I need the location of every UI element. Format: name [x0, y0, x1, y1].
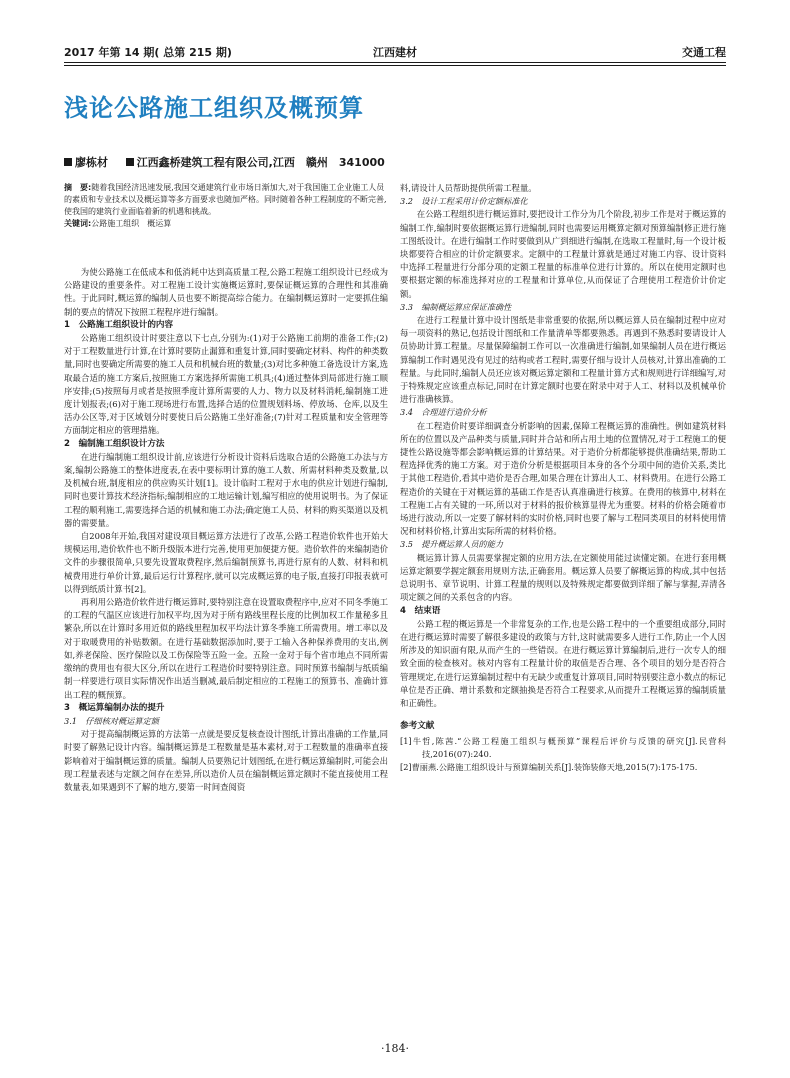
- issue-info: 2017 年第 14 期( 总第 215 期): [64, 46, 232, 59]
- body-paragraph: 对于提高编制概运算的方法第一点就是要反复核查设计图纸,计算出准确的工作量,同时要了解熟记设计内容。编制概运算是工程数量是基本素材,对于工程数量的准确率直接影响着对于编制概运算的质量。编制人员要熟记计划图纸,在进行概运算编制时,可能会出现工程量表述与定额之间存在差异,所以造价人员在编制概运算定额时不能直接使用工程数量表,如果遇到不了解的地方,要第一时间查阅资: [64, 729, 388, 792]
- abstract-block: [64, 182, 388, 230]
- reference-item: [2]曹丽燕.公路施工组织设计与预算编制关系[J].装饰装修天地,2015(7):175-175.: [400, 762, 698, 773]
- subsection-heading-3-3: 3.3 编制概运算应保证准确性: [400, 301, 512, 312]
- author-name: 廖栋材: [75, 156, 108, 169]
- section-heading-3: 3 概运算编制办法的提升: [64, 702, 165, 713]
- body-paragraph: 公路施工组织设计时要注意以下七点,分别为:(1)对于公路施工前期的准备工作;(2)对于工程数量进行计算,在计算时要防止漏算和重复计算,同时要确定材料、构件的种类数量,同时也要确定所需要的施工人员和机械台班的数量;(3)对比多种施工备选设计方案,选取最合适的施工方案后,按照施工方案选择所需施工机具;(4)通过整体到局部进行施工顺序安排;(5)按照每月或者是按照季度计算所需要的人力、物力以及材料消耗,编制施工进度计划报表;(6)对于施工现场进行布置,选择合适的位置规划料场、停放场、仓库,以及生活办公区等,对于区域划分时要使日后公路施工坐好准备;(7)针对工程质量和安全管理等方面制定相应的管理措施。: [64, 333, 388, 436]
- reference-item: [1]牛哲,陈茜.“公路工程施工组织与概预算”课程后评价与反馈的研究[J].民营科技,2016(07):240.: [400, 736, 726, 760]
- body-paragraph: 概运算计算人员需要掌握定额的应用方法,在定额使用能过读懂定额。在进行套用概运算定额要学握定额套用规则方法,正确套用。概运算人员要了解概运算的构成,其中包括总说明书、章节说明、计算工程量的规则以及特殊规定都要做到详细了解与掌握,弄清各项定额之间的关系包含的内容。: [400, 552, 726, 603]
- bullet-square-icon: [126, 158, 134, 166]
- right-column: [400, 182, 726, 774]
- subsection-heading-3-2: 3.2 设计工程采用计价定额标准化: [400, 196, 528, 207]
- header-rule-top: [64, 62, 726, 63]
- keywords-text: 公路施工组织 概运算: [91, 219, 172, 228]
- abstract-text: 随着我国经济迅速发展,我国交通建筑行业市场日渐加大,对于我国施工企业施工人员的素质和专业技术以及概运算等多方面要求也随加严格。同时随着各种工程制度的不断完善,使我国的建筑行业面临着新的机遇和挑战。: [64, 183, 387, 216]
- references-heading: 参考文献: [400, 721, 435, 732]
- author-affiliation: 江西鑫桥建筑工程有限公司,江西 赣州 341000: [136, 156, 385, 169]
- body-paragraph: 再利用公路造价软件进行概运算时,要特别注意在设置取费程序中,应对不同冬季施工的工程的气温区应该进行加权平均,因为对于所有路线里程长度的比例加权工作量秘多且繁杂,所以在计算时多用近似的路线里程加权平均法计算冬季施工所需费用。增工率以及对于取暖费用的补贴数额。在进行基础数据添加时,要于工输入各种保养费用的支出,例如,养老保险、医疗保险以及工伤保险等五险一金。五险一金对于每个省市地点不同所需缴纳的费用也有很大区分,所以在进行工程造价时要特别注意。同时预算书编制与纸质编制一样要进行项目实际情况作出适当删减,最后制定相应的工程施工的预算书、准确计算出工程的概预算。: [64, 597, 388, 700]
- keywords-label: 关键词:: [64, 219, 92, 228]
- body-paragraph: 在进行工程量计算中设计图纸是非常重要的依据,所以概运算人员在编制过程中应对每一项资料的熟记,包括设计图纸和工作量清单等都要熟悉。再遇到不熟悉时要请设计人员协助计算工程量。尽量保障编制工作可以一次准确进行编制,如果编制人员在进行概运算编制工作时遇见没有见过的结构或者工程时,需要仔细与设计人员核对,计算出准确的工程量。与此同时,编制人员还应该对概运算定额和工程量计算方式和规则进行详细编写,对于特殊规定应该重点标记,同时在计算定额时也要在附录中对于人工、材料以及机械单价进行准确核算。: [400, 315, 726, 405]
- journal-name: 江西建材: [373, 46, 417, 59]
- subsection-heading-3-5: 3.5 提升概运算人员的能力: [400, 539, 504, 550]
- subsection-heading-3-1: 3.1 仔细核对概运算定额: [64, 715, 159, 726]
- article-title: 浅论公路施工组织及概预算: [64, 94, 364, 122]
- bullet-square-icon: [64, 158, 72, 166]
- abstract: [64, 182, 388, 218]
- subsection-heading-3-4: 3.4 合理进行造价分析: [400, 407, 487, 418]
- running-header: [64, 44, 726, 62]
- body-paragraph: 公路工程的概运算是一个非常复杂的工作,也是公路工程中的一个重要组成部分,同时在进行概运算时需要了解很多建设的政策与方针,这时就需要多人进行工作,防止一个人因所涉及的知识面有限,从而产生的一些错误。在进行概运算计算编制后,进行一次专人的细致全面的检查核对。核对内容有工程量计价的取值是否合理、各个项目的划分是否符合管理规定,在进行运算编制过程中有无缺少或重复计算项目,同时特别要注意小数点的标记单位是否正确、增计系数和定额抽换是否符合工程要求,从而提升工程概运算的编制质量和正确性。: [400, 618, 726, 708]
- body-paragraph: 在公路工程组织进行概运算时,要把设计工作分为几个阶段,初步工作是对于概运算的编制工作,编制时要依据概运算行进编制,同时也需要运用概算定额对预算编制修正进行施工图纸设计。在进行编制工作时要做到从广到细进行编制,在选取工程量时,每一个设计板块都要符合相应的计价定额要求。定额中的工程量计算就是通过对施工内容、设计资料中选择工程量进行分部分项的定额工程量的标准单位进行计算的。所以在使用定额时也要根据定额的标准选择对应的工程量和计算单位,从而保证了合理使用工程造价计价定额。: [400, 209, 726, 299]
- header-rule-bottom: [64, 65, 726, 66]
- body-paragraph: 自2008年开始,我国对建设项目概运算方法进行了改革,公路工程造价软件也开始大规模运用,造价软件也不断升级版本进行完善,使用更加便捷方便。造价软件的来编制造价文件的步骤很简单,只要先设置取费程序,然后编制预算书,再进行原有的人数、材料和机械费用进行单价计算,最后运行计算程序,就可以完成概运算的电子版,直接打印报表就可以得到纸质计算书[2]。: [64, 531, 388, 594]
- section-name: 交通工程: [682, 46, 726, 59]
- intro-paragraph: 为使公路施工在低成本和低消耗中达到高质量工程,公路工程施工组织设计已经成为公路建设的重要条件。对工程施工设计实施概运算时,要保证概运算的合理性和其准确性。于此同时,概运算的编制人员也要不断提高综合能力。在编制概运算时一定要抓住编制的要点的情况下按照工程程序进行编制。: [64, 267, 388, 317]
- body-paragraph-continued: 料,请设计人员帮助提供所需工程量。: [400, 183, 537, 193]
- author-line: [64, 154, 385, 170]
- body-paragraph: 在工程造价时要详细调查分析影响的因素,保障工程概运算的准确性。例如建筑材料所在的位置以及产品种类与质量,同时并合站和所占用土地的位置情况,对于工程施工的便捷性公路设施等都会影响概运算的计算结果。对于造价分析都能够提供准确结果,帮助工程选择优秀的施工方案。对于造价分析是根据项目本身的各个分项中间的造价关系,类比于其他工程造价,看其中造价是否合理,如果合理在计算出人工、材料费用。在进行公路工程造价的关键在于对概运算的基础工作是否认真准确进行核算。在费用的核算中,材料在工程施工占有关键的一环,所以对于材料的报价核算显得尤为重要。材料的价格会随着市场进行波动,所以一定要了解材料的实时价格,同时也要了解与工程同类项目的材料使用情况和材料价格,计算出实际所需的材料价格。: [400, 420, 726, 537]
- abstract-label: 摘 要:: [64, 183, 92, 192]
- section-heading-1: 1 公路施工组织设计的内容: [64, 319, 174, 330]
- page-number: ·184·: [381, 1042, 409, 1055]
- section-heading-2: 2 编制施工组织设计方法: [64, 438, 165, 449]
- body-paragraph: 在进行编制施工组织设计前,应该进行分析设计资料后选取合适的公路施工办法与方案,编制公路施工的整体进度表,在表中要标明计算的施工人数、所需材料种类及数量,以及机械台班,制度相应的供应购买计划[1]。设计临时工程对于水电的供应计划进行编制,同时也要计算技术经济指标;编制相应的工地运输计划,编写相应的使用说明书。为了保证工程的顺利施工,需要选择合适的机械和施工办法;确定施工人员、材料的购买渠道以及机器的需要量。: [64, 451, 388, 528]
- references: [400, 720, 726, 774]
- keywords: [64, 218, 388, 230]
- section-heading-4: 4 结束语: [400, 605, 441, 616]
- left-column: [64, 266, 388, 794]
